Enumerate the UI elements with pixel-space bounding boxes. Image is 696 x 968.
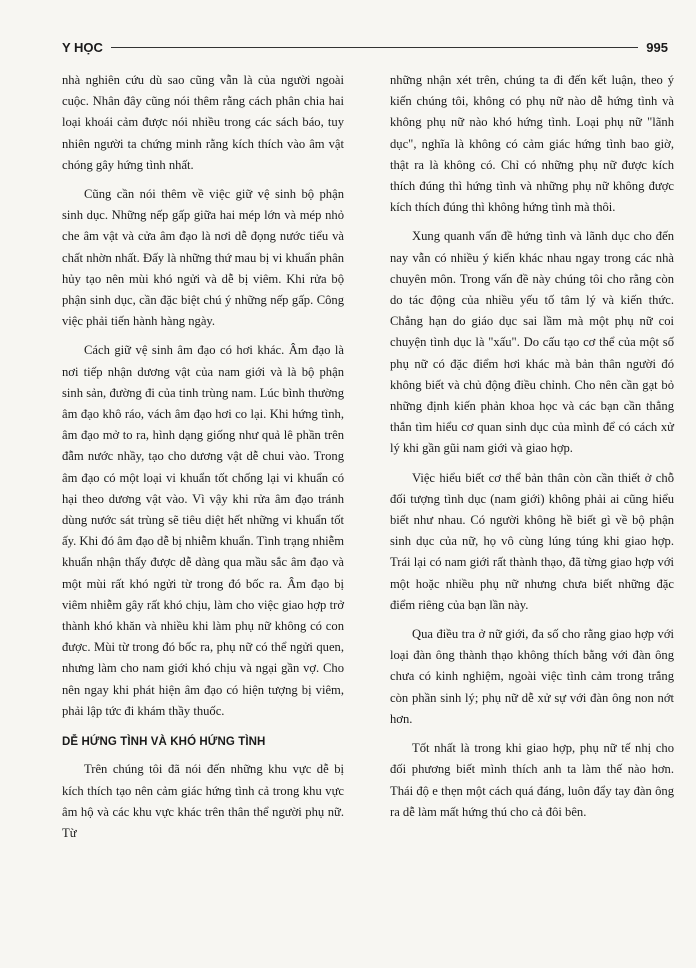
paragraph: Xung quanh vấn đề hứng tình và lãnh dục cho đến nay vẫn có nhiều ý kiến khác nhau ngay trong các nhà chuyên môn. Trong vấn đề này chúng tôi cho rằng còn do tác động của nhiều yếu tố tâm lý và kiến thức. Chẳng hạn do giáo dục sai lầm mà một phụ nữ coi chuyện tình dục là "xấu". Do cấu tạo cơ thể của một số phụ nữ có đặc điểm hơi khác mà bản thân người đó không biết và chủ động điều chỉnh. Cho nên cần gạt bỏ những định kiến phản khoa học và các bạn cần thẳng thắn tìm hiểu cơ quan sinh dục của mình để có cách xử lý khi gần gũi nam giới và giao hợp. — [390, 229, 674, 456]
paragraph: Cách giữ vệ sinh âm đạo có hơi khác. Âm đạo là nơi tiếp nhận dương vật của nam giới và là bộ phận sinh sản, đường đi của tinh trùng nam. Lúc bình thường âm đạo khô ráo, vách âm đạo hơi co lại. Khi hứng tình, âm đạo mở to ra, hình dạng giống như quả lê phần trên đẫm nước nhầy, tạo cho dương vật dễ chui vào. Trong âm đạo có một loại vi khuẩn tốt chống lại vi khuẩn có hại theo dương vật vào. Vì vậy khi rửa âm đạo tránh dùng nước sát trùng sẽ tiêu diệt hết những vi khuẩn tốt ấy. Khi đó âm đạo dễ bị nhiễm khuẩn. Tình trạng nhiễm khuẩn nhận thấy được dễ dàng qua mầu sắc âm đạo và một mùi rất khó ngửi từ trong đó bốc ra. Âm đạo bị viêm nhiễm gây rất khó chịu, làm cho việc giao hợp trở thành khó khăn và nhiều khi làm phụ nữ không có con được. Mùi từ trong đó bốc ra, phụ nữ có thể ngửi quen, nhưng làm cho nam giới khó chịu và ngại gần vợ. Cho nên ngay khi phát hiện âm đạo có hiện tượng bị viêm, phải lập tức đi khám thầy thuốc. — [62, 343, 344, 718]
left-column — [62, 70, 344, 852]
paragraph: Qua điều tra ở nữ giới, đa số cho rằng giao hợp với loại đàn ông thành thạo không thích bằng với đàn ông chưa có kinh nghiệm, ngoài việc tình cảm trong trắng còn phần sinh lý; phụ nữ dễ xử sự với đàn ông non nớt hơn. — [390, 627, 674, 726]
running-header — [62, 38, 668, 56]
paragraph: Trên chúng tôi đã nói đến những khu vực dễ bị kích thích tạo nên cảm giác hứng tình cả trong khu vực âm hộ và các khu vực khác trên thân thể người phụ nữ. Từ — [62, 762, 344, 840]
header-rule — [111, 47, 638, 48]
paragraph: Tốt nhất là trong khi giao hợp, phụ nữ tế nhị cho đối phương biết mình thích anh ta làm thế nào hơn. Thái độ e thẹn một cách quá đáng, luôn đẩy tay đàn ông ra dễ làm mất hứng thú cho cả đôi bên. — [390, 741, 674, 819]
right-column — [390, 70, 674, 831]
paragraph: nhà nghiên cứu dù sao cũng vẫn là của người ngoài cuộc. Nhân đây cũng nói thêm rằng cách phân chia hai loại khoái cảm được nói nhiều trong các sách báo, tuy nhiên người ta chứng minh rằng kích thích vào âm vật chóng gây hứng tình nhất. — [62, 73, 344, 172]
paragraph: những nhận xét trên, chúng ta đi đến kết luận, theo ý kiến chúng tôi, không có phụ nữ nào dễ hứng tình và không phụ nữ nào khó hứng tình. Loại phụ nữ "lãnh dục", nghĩa là không có cảm giác hứng tình bao giờ, thật ra là không có. Chỉ có những phụ nữ được kích thích đúng thì hứng tình và những phụ nữ không được kích thích đúng thì không hứng tình mà thôi. — [390, 73, 674, 215]
paragraph: Việc hiểu biết cơ thể bản thân còn cần thiết ở chỗ đối tượng tình dục (nam giới) không phải ai cũng hiểu biết như nhau. Có người không hề biết gì về bộ phận sinh dục của nữ, họ vô cùng lúng túng khi giao hợp. Trái lại có nam giới rất thành thạo, đã từng giao hợp với một hoặc nhiều phụ nữ nhưng chưa biết những đặc điểm riêng của bạn lần này. — [390, 470, 674, 612]
page-number: 995 — [646, 39, 668, 55]
section-heading: DỄ HỨNG TÌNH VÀ KHÓ HỨNG TÌNH — [62, 736, 266, 749]
section-title: Y HỌC — [62, 39, 103, 55]
paragraph: Cũng cần nói thêm về việc giữ vệ sinh bộ phận sinh dục. Những nếp gấp giữa hai mép lớn và mép nhỏ che âm vật và cửa âm đạo là nơi dễ đọng nước tiểu và chất nhờn nhất. Đấy là những thứ mau bị vi khuẩn phân hủy tạo nên mùi khó ngửi và dễ bị viêm. Khi rửa bộ phận sinh dục, cần đặc biệt chú ý những nếp gấp. Công việc phải tiến hành hàng ngày. — [62, 187, 344, 329]
